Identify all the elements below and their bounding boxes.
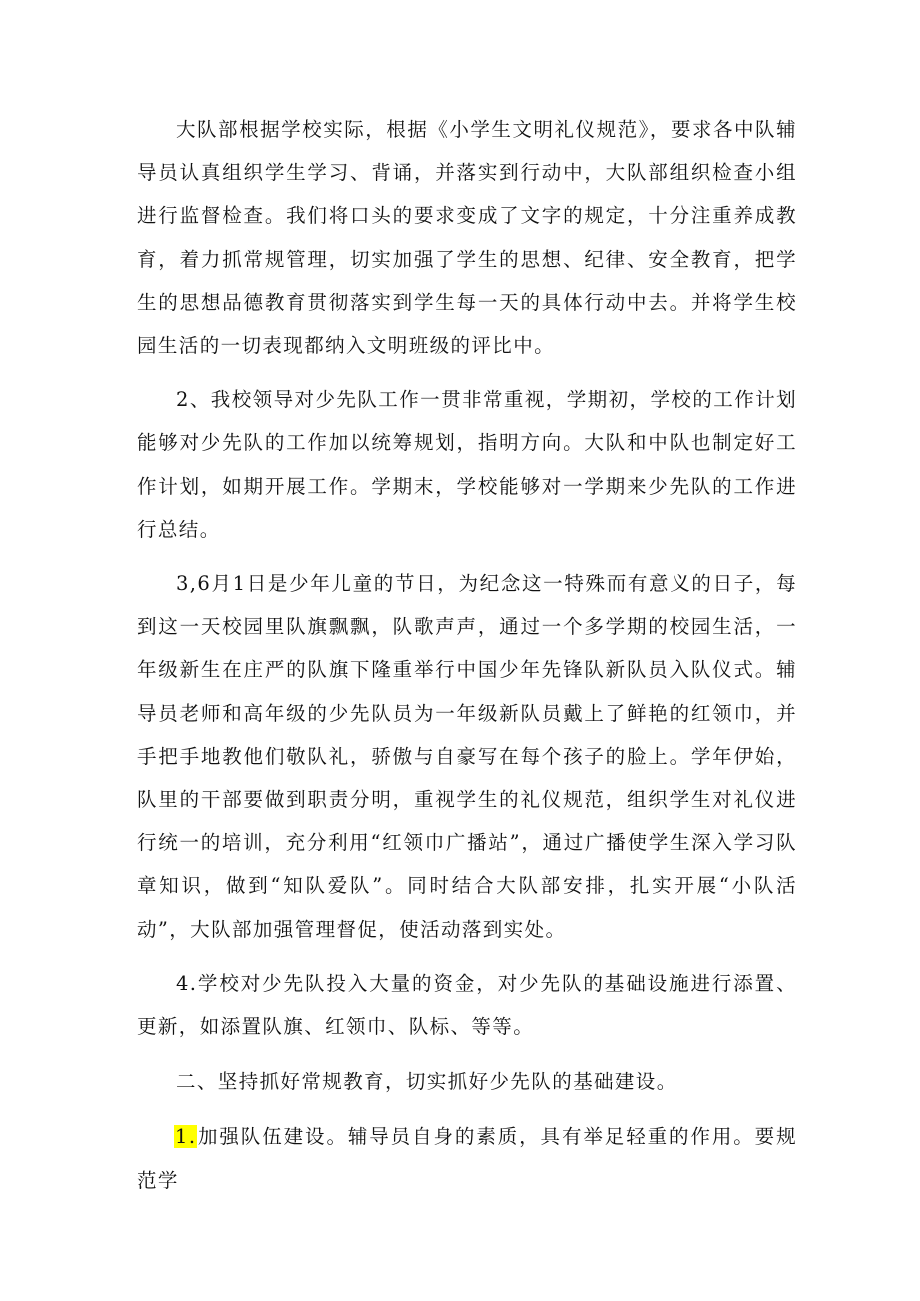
paragraph-1: 大队部根据学校实际，根据《小学生文明礼仪规范》，要求各中队辅导员认真组织学生学习、背诵，并落实到行动中，大队部组织检查小组进行监督检查。我们将口头的要求变成了文字的规定，十分注重养成教育，着力抓常规管理，切实加强了学生的思想、纪律、安全教育，把学生的思想品德教育贯彻落实到学生每一天的具体行动中去。并将学生校园生活的一切表现都纳入文明班级的评比中。 [137,118,797,358]
highlighted-list-number: 1. [175,1125,197,1149]
paragraph-gap [137,1048,797,1060]
paragraph-gap [137,951,797,962]
paragraph-gap [137,551,797,562]
paragraph-3: 3,6月1日是少年儿童的节日，为纪念这一特殊而有意义的日子，每到这一天校园里队旗飘飘，队歌声声，通过一个多学期的校园生活，一年级新生在庄严的队旗下隆重举行中国少年先锋队新队员入队仪式。辅导员老师和高年级的少先队员为一年级新队员戴上了鲜艳的红领巾，并手把手地教他们敬队礼，骄傲与自豪写在每个孩子的脸上。学年伊始，队里的干部要做到职责分明，重视学生的礼仪规范，组织学生对礼仪进行统一的培训，充分利用“红领巾广播站”，通过广播使学生深入学习队章知识，做到“知队爱队”。同时结合大队部安排，扎实开展“小队活动”，大队部加强管理督促，使活动落到实处。 [137,572,797,941]
paragraph-2: 2、我校领导对少先队工作一贯非常重视，学期初，学校的工作计划能够对少先队的工作加以统筹规划，指明方向。大队和中队也制定好工作计划，如期开展工作。学期末，学校能够对一学期来少先队的工作进行总结。 [137,388,797,541]
section-heading: 二、坚持抓好常规教育，切实抓好少先队的基础建设。 [176,1070,678,1094]
paragraph-4: 4.学校对少先队投入大量的资金，对少先队的基础设施进行添置、更新，如添置队旗、红领巾、队标、等等。 [137,971,797,1039]
paragraph-6 [137,1115,797,1201]
paragraph-6-text: 加强队伍建设。辅导员自身的素质，具有举足轻重的作用。要规范学 [137,1125,797,1192]
paragraph-gap [137,1103,797,1115]
paragraph-gap [137,367,797,378]
document-page [137,108,797,1202]
